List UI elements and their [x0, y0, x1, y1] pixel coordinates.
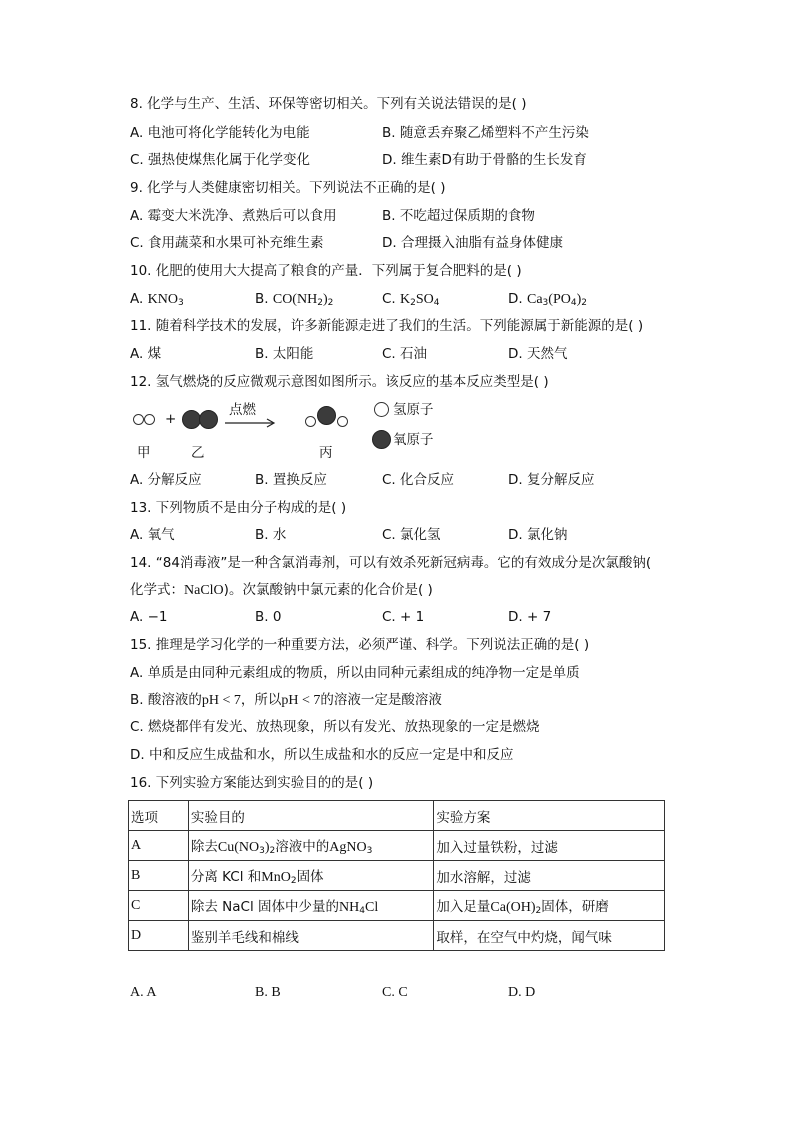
q10-option-c: C. $K_2SO_4$: [382, 291, 440, 308]
reaction-arrow-icon: [225, 418, 277, 428]
q13-option-d: D. 氯化钠: [508, 527, 568, 543]
table-row: [129, 921, 665, 951]
q11-stem: 11. 随着科学技术的发展，许多新能源走进了我们的生活。下列能源属于新能源的是( ): [130, 318, 644, 334]
label-yi: 乙: [191, 445, 205, 461]
q12-stem: 12. 氢气燃烧的反应微观示意图如图所示。该反应的基本反应类型是( ): [130, 374, 549, 390]
hydrogen-legend-icon: [374, 402, 389, 417]
row-goal: 除去 NaCl 固体中少量的$NH_4Cl$: [188, 891, 434, 921]
q10-option-d: D. $Ca_3(PO_4)_2$: [508, 291, 587, 308]
row-plan: 加水溶解，过滤: [434, 861, 665, 891]
table-row: [129, 861, 665, 891]
legend-oxygen-label: 氧原子: [393, 432, 434, 448]
row-plan: 加入足量$Ca(OH)_2$固体，研磨: [434, 891, 665, 921]
label-jia: 甲: [137, 445, 151, 461]
row-plan: 取样，在空气中灼烧，闻气味: [434, 921, 665, 951]
q9-option-a: A. 霉变大米洗净、煮熟后可以食用: [130, 208, 337, 224]
row-option: A: [129, 831, 189, 861]
q9-option-d: D. 合理摄入油脂有益身体健康: [382, 235, 563, 251]
header-option: 选项: [129, 801, 189, 831]
q12-option-a: A. 分解反应: [130, 472, 202, 488]
q9-option-b: B. 不吃超过保质期的食物: [382, 208, 535, 224]
header-goal: 实验目的: [188, 801, 434, 831]
oxygen-atom: [317, 406, 336, 425]
q12-option-b: B. 置换反应: [255, 472, 327, 488]
header-plan: 实验方案: [434, 801, 665, 831]
q12-option-d: D. 复分解反应: [508, 472, 595, 488]
q9-option-c: C. 食用蔬菜和水果可补充维生素: [130, 235, 324, 251]
q12-option-c: C. 化合反应: [382, 472, 455, 488]
oxygen-atom: [199, 410, 218, 429]
q10-option-b: B. $CO(NH_2)_2$: [255, 291, 334, 308]
q11-option-c: C. 石油: [382, 346, 428, 362]
hydrogen-atom: [305, 416, 316, 427]
q8-stem: 8. 化学与生产、生活、环保等密切相关。下列有关说法错误的是( ): [130, 96, 527, 112]
row-option: C: [129, 891, 189, 921]
q9-stem: 9. 化学与人类健康密切相关。下列说法不正确的是( ): [130, 180, 446, 196]
row-plan: 加入过量铁粉，过滤: [434, 831, 665, 861]
q16-option-b: B. B: [255, 985, 281, 1000]
table-row: [129, 891, 665, 921]
table-header-row: [129, 801, 665, 831]
q15-option-b: B. 酸溶液的pH < 7，所以pH < 7的溶液一定是酸溶液: [130, 692, 442, 708]
q15-stem: 15. 推理是学习化学的一种重要方法，必须严谨、科学。下列说法正确的是( ): [130, 637, 590, 653]
q8-option-c: C. 强热使煤焦化属于化学变化: [130, 152, 311, 168]
row-goal: 分离 KCl 和MnO$_2$固体: [188, 861, 434, 891]
label-bing: 丙: [319, 445, 333, 461]
q16-option-c: C. C: [382, 985, 408, 1000]
q13-stem: 13. 下列物质不是由分子构成的是( ): [130, 500, 347, 516]
q13-option-b: B. 水: [255, 527, 287, 543]
q15-option-a: A. 单质是由同种元素组成的物质，所以由同种元素组成的纯净物一定是单质: [130, 665, 580, 681]
arrow-label: 点燃: [229, 402, 256, 418]
q15-option-d: D. 中和反应生成盐和水，所以生成盐和水的反应一定是中和反应: [130, 747, 514, 763]
q14-option-c: C. + 1: [382, 609, 425, 625]
q15-option-c: C. 燃烧都伴有发光、放热现象，所以有发光、放热现象的一定是燃烧: [130, 719, 540, 735]
oxygen-legend-icon: [372, 430, 391, 449]
q13-option-a: A. 氧气: [130, 527, 175, 543]
q16-stem: 16. 下列实验方案能达到实验目的的是( ): [130, 775, 374, 791]
q10-option-a: A. $KNO_3$: [130, 291, 184, 308]
q11-option-b: B. 太阳能: [255, 346, 314, 362]
row-option: D: [129, 921, 189, 951]
q11-option-d: D. 天然气: [508, 346, 568, 362]
experiment-table: [128, 800, 665, 951]
q13-option-c: C. 氯化氢: [382, 527, 441, 543]
q8-option-a: A. 电池可将化学能转化为电能: [130, 125, 310, 141]
q14-option-b: B. 0: [255, 609, 282, 625]
q14-stem-line1: 14. “84消毒液”是一种含氯消毒剂，可以有效杀死新冠病毒。它的有效成分是次氯酸钠(: [130, 555, 652, 571]
q16-option-d: D. D: [508, 985, 536, 1000]
row-goal: 除去$Cu(NO_3)_2$溶液中的AgNO$_3$: [188, 831, 434, 861]
row-goal: 鉴别羊毛线和棉线: [188, 921, 434, 951]
q8-option-b: B. 随意丢弃聚乙烯塑料不产生污染: [382, 125, 589, 141]
row-option: B: [129, 861, 189, 891]
q16-option-a: A. A: [130, 985, 157, 1000]
q14-option-d: D. + 7: [508, 609, 552, 625]
hydrogen-atom: [144, 414, 155, 425]
table-row: [129, 831, 665, 861]
hydrogen-atom: [133, 414, 144, 425]
q14-stem-line2: 化学式：NaClO)。次氯酸钠中氯元素的化合价是( ): [130, 582, 433, 598]
plus-sign: +: [165, 411, 177, 427]
q11-option-a: A. 煤: [130, 346, 162, 362]
q14-option-a: A. −1: [130, 609, 168, 625]
q8-option-d: D. 维生素D有助于骨骼的生长发育: [382, 152, 587, 168]
legend-hydrogen-label: 氢原子: [393, 402, 434, 418]
hydrogen-atom: [337, 416, 348, 427]
q10-stem: 10. 化肥的使用大大提高了粮食的产量．下列属于复合肥料的是( ): [130, 263, 522, 279]
